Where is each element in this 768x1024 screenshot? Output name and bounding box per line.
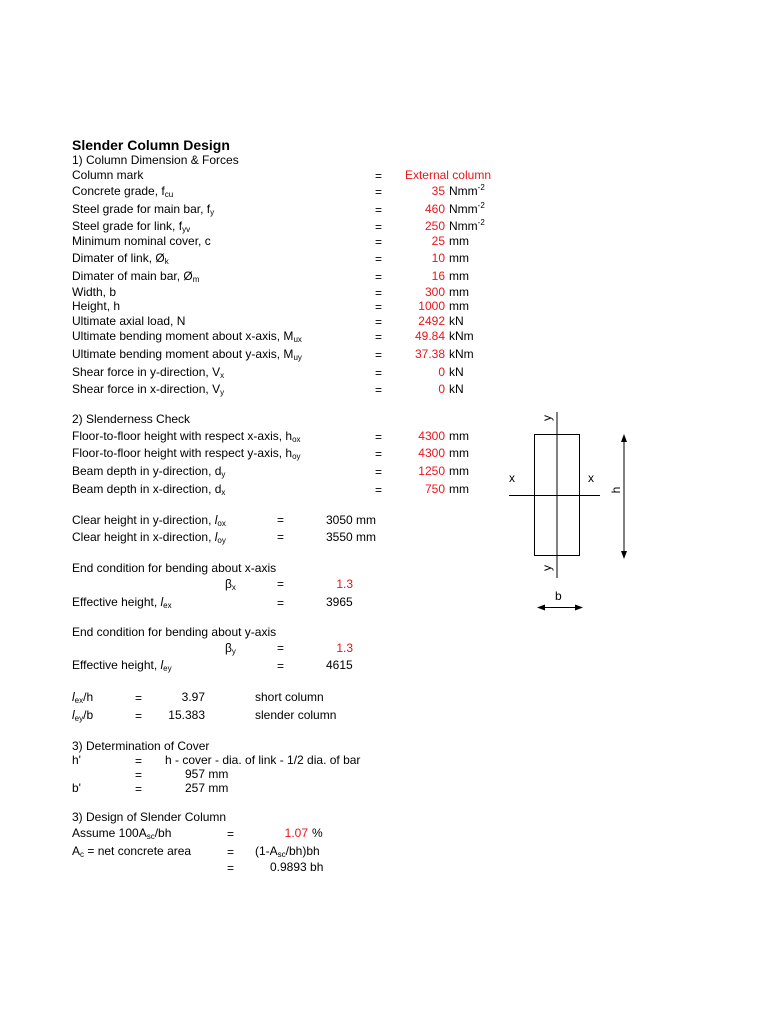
- row-value: 4300: [418, 446, 445, 460]
- assume-steel-value: 1.07: [284, 826, 308, 840]
- row-unit: mm: [449, 285, 469, 299]
- row-label: Ultimate bending moment about y-axis, $M_{uy}$: [72, 347, 302, 362]
- column-type-x: short column: [255, 690, 324, 704]
- row-value: 460: [424, 202, 445, 216]
- row-label: Height, h: [72, 299, 121, 313]
- clear-height-oy-label: Clear height in x-direction, $l_{oy}$: [72, 530, 226, 545]
- row-value: 750: [424, 482, 445, 496]
- slenderness-ratio-y-label: $l_{ey}/b$: [72, 708, 94, 723]
- end-condition-y-label: End condition for bending about y-axis: [72, 625, 277, 639]
- row-value: 25: [431, 234, 445, 248]
- row-value: 1250: [418, 464, 445, 478]
- row-label: Ultimate bending moment about x-axis, $M_{ux}$: [72, 329, 302, 344]
- equals-sign: =: [277, 577, 285, 591]
- row-label: Floor-to-floor height with respect y-axis, $h_{oy}$: [72, 446, 301, 461]
- section-2-heading: 2) Slenderness Check: [72, 412, 191, 426]
- row-label: Minimum nominal cover, c: [72, 234, 211, 248]
- equals-sign: =: [375, 383, 383, 397]
- net-concrete-area-formula: $(1-A_{sc}/bh)bh$: [255, 844, 320, 859]
- equals-sign: =: [375, 169, 383, 183]
- equals-sign: =: [375, 330, 383, 344]
- clear-height-ox-label: Clear height in y-direction, $l_{ox}$: [72, 513, 226, 528]
- section-3-heading: 3) Determination of Cover: [72, 739, 210, 753]
- page-title: Slender Column Design: [72, 137, 230, 153]
- equals-sign: =: [375, 286, 383, 300]
- row-unit: mm: [449, 482, 469, 496]
- equals-sign: =: [375, 220, 383, 234]
- row-unit: mm: [449, 251, 469, 265]
- equals-sign: =: [375, 203, 383, 217]
- row-label: Beam depth in x-direction, $d_x$: [72, 482, 226, 497]
- row-value: 0: [438, 382, 445, 396]
- equals-sign: =: [375, 430, 383, 444]
- equals-sign: =: [375, 315, 383, 329]
- row-unit: kN: [449, 314, 464, 328]
- row-label: Dimater of main bar, $Ø_m$: [72, 269, 200, 284]
- equals-sign: =: [227, 861, 235, 875]
- row-value: 37.38: [414, 347, 445, 361]
- beta-x-label: $\beta_x$: [225, 577, 236, 592]
- row-label: Floor-to-floor height with respect x-axis, $h_{ox}$: [72, 429, 301, 444]
- row-unit: mm: [449, 299, 469, 313]
- row-label: Steel grade for link, $f_{yv}$: [72, 219, 191, 234]
- equals-sign: =: [277, 659, 285, 673]
- equals-sign: =: [375, 366, 383, 380]
- column-type-y: slender column: [255, 708, 337, 722]
- equals-sign: =: [375, 348, 383, 362]
- equals-sign: =: [277, 596, 285, 610]
- row-unit: Nmm$^{-2}$: [449, 201, 485, 216]
- beta-y-value: 1.3: [336, 641, 353, 655]
- y-axis-label-bottom: y: [540, 565, 555, 571]
- row-value: 0: [438, 365, 445, 379]
- b-dimension-label: b: [555, 589, 562, 603]
- equals-sign: =: [375, 465, 383, 479]
- assume-steel-unit: %: [312, 826, 323, 840]
- y-axis-label-top: y: [540, 415, 555, 421]
- row-value: 1000: [418, 299, 445, 313]
- h-arrow-top: [621, 434, 627, 442]
- clear-height-oy-value: 3550 mm: [326, 530, 377, 544]
- row-unit: mm: [449, 429, 469, 443]
- equals-sign: =: [375, 300, 383, 314]
- h-prime-label: h': [72, 753, 81, 767]
- beta-x-value: 1.3: [336, 577, 353, 591]
- row-value: 2492: [418, 314, 445, 328]
- row-value: 10: [431, 251, 445, 265]
- row-unit: kNm: [449, 347, 474, 361]
- clear-height-ox-value: 3050 mm: [326, 513, 377, 527]
- row-label: Width, b: [72, 285, 117, 299]
- row-value: External column: [404, 168, 491, 182]
- end-condition-x-label: End condition for bending about x-axis: [72, 561, 277, 575]
- b-prime-label: b': [72, 781, 81, 795]
- net-concrete-area-value: 0.9893 bh: [270, 860, 324, 874]
- equals-sign: =: [277, 513, 285, 527]
- b-prime-value: 257 mm: [185, 781, 229, 795]
- slenderness-ratio-x-label: $l_{ex}/h$: [72, 690, 94, 705]
- row-unit: mm: [449, 234, 469, 248]
- slenderness-ratio-y-value: 15.383: [168, 708, 205, 722]
- h-dimension-label: h: [609, 486, 624, 494]
- equals-sign: =: [375, 483, 383, 497]
- row-unit: kN: [449, 365, 464, 379]
- equals-sign: =: [375, 447, 383, 461]
- row-unit: mm: [449, 269, 469, 283]
- h-prime-value: 957 mm: [185, 767, 229, 781]
- effective-height-x-value: 3965: [326, 595, 353, 609]
- row-unit: mm: [449, 464, 469, 478]
- equals-sign: =: [227, 845, 235, 859]
- x-axis-label-left: x: [509, 471, 515, 485]
- section-4-heading: 3) Design of Slender Column: [72, 810, 227, 824]
- row-value: 300: [424, 285, 445, 299]
- row-label: Dimater of link, $Ø_k$: [72, 251, 169, 266]
- b-arrow-left: [537, 605, 545, 611]
- row-unit: kNm: [449, 329, 474, 343]
- row-label: Column mark: [72, 168, 144, 182]
- assume-steel-label: Assume $100A_{sc}/bh$: [72, 826, 172, 841]
- h-arrow-bottom: [621, 551, 627, 559]
- row-unit: kN: [449, 382, 464, 396]
- row-unit: mm: [449, 446, 469, 460]
- x-axis-label-right: x: [588, 471, 594, 485]
- equals-sign: =: [375, 185, 383, 199]
- equals-sign: =: [135, 754, 143, 768]
- effective-height-y-value: 4615: [326, 658, 353, 672]
- row-unit: Nmm$^{-2}$: [449, 183, 485, 198]
- equals-sign: =: [277, 641, 285, 655]
- row-value: 16: [431, 269, 445, 283]
- h-prime-formula: h - cover - dia. of link - 1/2 dia. of bar: [165, 753, 361, 767]
- row-label: Beam depth in y-direction, $d_y$: [72, 464, 226, 479]
- beta-y-label: $\beta_y$: [225, 641, 236, 656]
- row-value: 4300: [418, 429, 445, 443]
- b-arrow-right: [575, 605, 583, 611]
- equals-sign: =: [277, 530, 285, 544]
- effective-height-y-label: Effective height, $l_{ey}$: [72, 658, 172, 673]
- row-value: 35: [431, 184, 445, 198]
- equals-sign: =: [227, 827, 235, 841]
- slenderness-ratio-x-value: 3.97: [181, 690, 205, 704]
- effective-height-x-label: Effective height, $l_{ex}$: [72, 595, 172, 610]
- equals-sign: =: [135, 768, 143, 782]
- row-value: 250: [424, 219, 445, 233]
- equals-sign: =: [135, 709, 143, 723]
- row-label: Concrete grade, $f_{cu}$: [72, 184, 174, 199]
- net-concrete-area-label: $A_c$ = net concrete area: [72, 844, 192, 859]
- equals-sign: =: [135, 782, 143, 796]
- row-label: Ultimate axial load, N: [72, 314, 186, 328]
- row-label: Steel grade for main bar, $f_y$: [72, 202, 215, 217]
- row-label: Shear force in y-direction, $V_x$: [72, 365, 225, 380]
- equals-sign: =: [375, 252, 383, 266]
- equals-sign: =: [135, 691, 143, 705]
- row-label: Shear force in x-direction, $V_y$: [72, 382, 225, 397]
- equals-sign: =: [375, 270, 383, 284]
- section-1-heading: 1) Column Dimension & Forces: [72, 153, 239, 167]
- equals-sign: =: [375, 235, 383, 249]
- row-unit: Nmm$^{-2}$: [449, 218, 485, 233]
- row-value: 49.84: [414, 329, 445, 343]
